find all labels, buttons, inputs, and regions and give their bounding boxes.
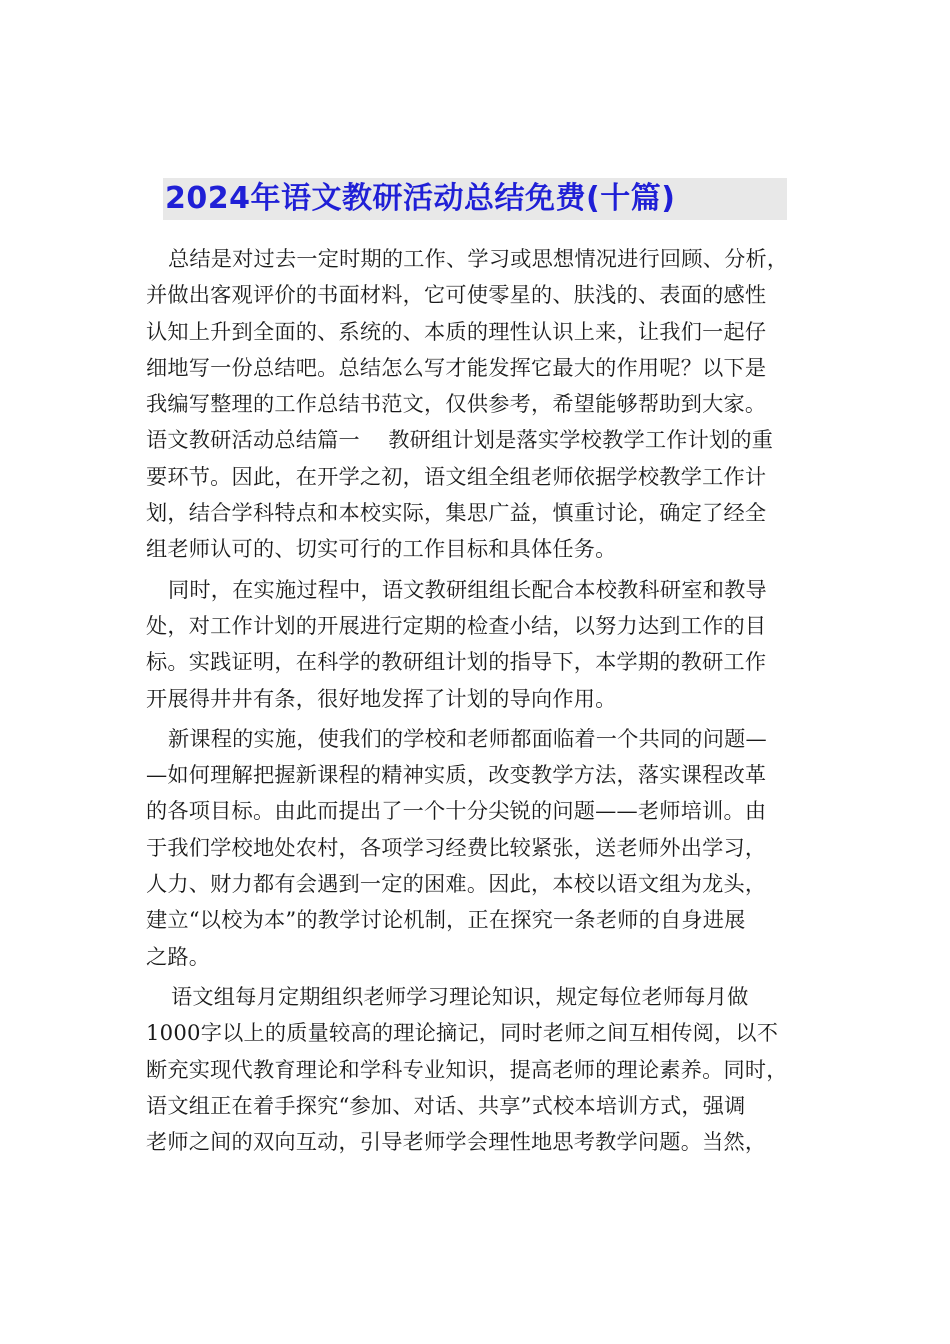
paragraph-line: 认知上升到全面的、系统的、本质的理性认识上来，让我们一起仔 <box>146 318 767 344</box>
document-body <box>146 241 810 1160</box>
paragraph-line: 我编写整理的工作总结书范文，仅供参考，希望能够帮助到大家。 <box>146 391 767 417</box>
document-title: 2024年语文教研活动总结免费(十篇) <box>163 178 787 220</box>
paragraph-line: 之路。 <box>146 943 211 969</box>
paragraph-line: 语文组每月定期组织老师学习理论知识，规定每位老师每月做 <box>171 983 749 1009</box>
paragraph-line: 开展得井井有条，很好地发挥了计划的导向作用。 <box>146 685 617 711</box>
paragraph-line: 划，结合学科特点和本校实际，集思广益，慎重讨论，确定了经全 <box>146 500 767 526</box>
paragraph-line: 人力、财力都有会遇到一定的困难。因此，本校以语文组为龙头， <box>146 871 767 897</box>
paragraph-line: 要环节。因此，在开学之初，语文组全组老师依据学校教学工作计 <box>146 463 767 489</box>
paragraph-line: 断充实现代教育理论和学科专业知识，提高老师的理论素养。同时， <box>146 1056 788 1082</box>
paragraph-line: 新课程的实施，使我们的学校和老师都面临着一个共同的问题— <box>168 725 767 751</box>
paragraph-line: 同时，在实施过程中，语文教研组组长配合本校教科研室和教导 <box>168 576 767 602</box>
paragraph-line: 语文组正在着手探究“参加、对话、共享”式校本培训方式，强调 <box>146 1092 746 1118</box>
paragraph-line: 标。实践证明，在科学的教研组计划的指导下，本学期的教研工作 <box>146 649 767 675</box>
paragraph-line: 1000字以上的质量较高的理论摘记，同时老师之间互相传阅，以不 <box>146 1020 779 1046</box>
paragraph-line: 老师之间的双向互动，引导老师学会理性地思考教学问题。当然， <box>146 1129 767 1155</box>
paragraph-line: 并做出客观评价的书面材料，它可使零星的、肤浅的、表面的感性 <box>146 282 767 308</box>
paragraph-line: 建立“以校为本”的教学讨论机制，正在探究一条老师的自身进展 <box>146 907 746 933</box>
paragraph-line: 于我们学校地处农村，各项学习经费比较紧张，送老师外出学习， <box>146 834 767 860</box>
paragraph-line: 细地写一份总结吧。总结怎么写才能发挥它最大的作用呢？以下是 <box>146 354 767 380</box>
paragraph-line: 语文教研活动总结篇一 教研组计划是落实学校教学工作计划的重 <box>146 427 774 453</box>
paragraph-line: 总结是对过去一定时期的工作、学习或思想情况进行回顾、分析， <box>168 246 789 271</box>
paragraph-line: 处，对工作计划的开展进行定期的检查小结，以努力达到工作的目 <box>146 612 767 638</box>
paragraph-line: —如何理解把握新课程的精神实质，改变教学方法，落实课程改革 <box>146 762 767 788</box>
paragraph-line: 组老师认可的、切实可行的工作目标和具体任务。 <box>146 536 617 562</box>
paragraph-line: 的各项目标。由此而提出了一个十分尖锐的问题——老师培训。由 <box>146 798 767 824</box>
